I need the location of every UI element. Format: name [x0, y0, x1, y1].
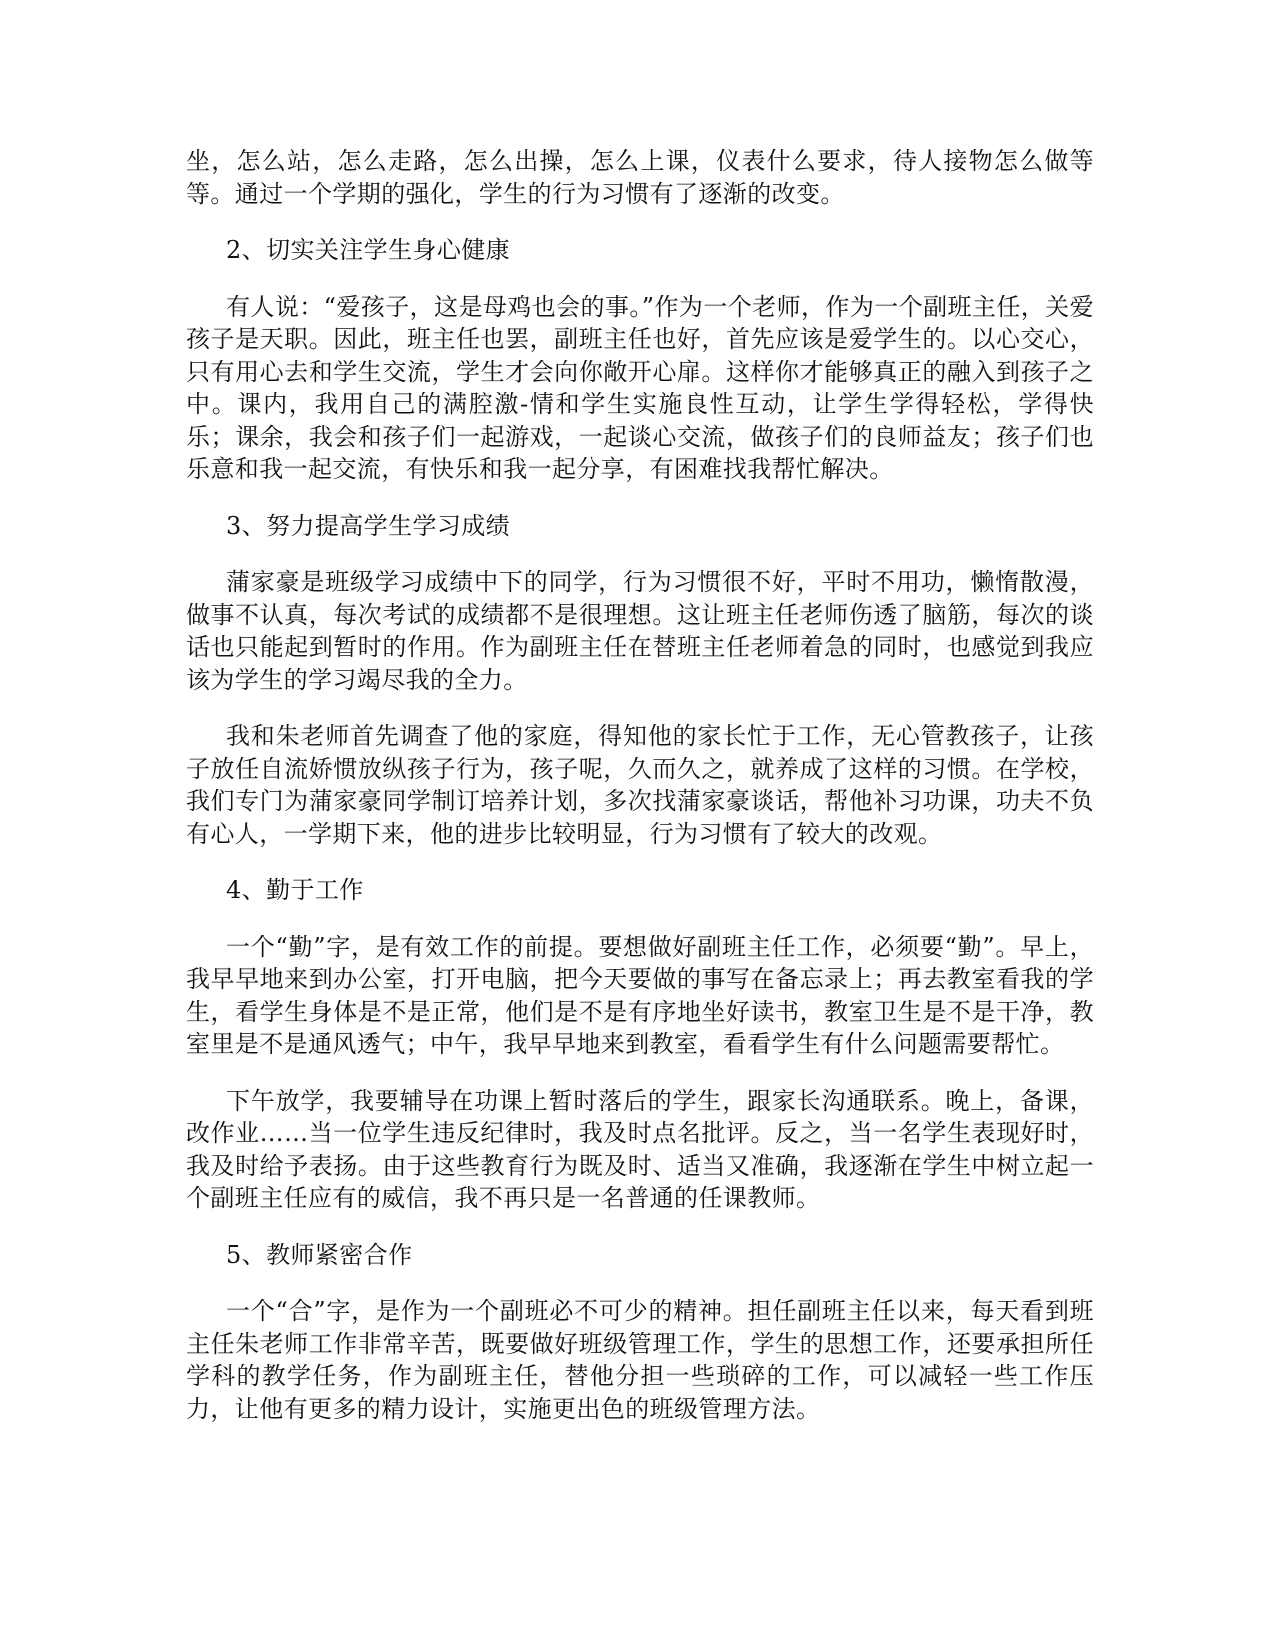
section-heading-3: 3、努力提高学生学习成绩 — [226, 511, 511, 540]
paragraph: 一个“合”字，是作为一个副班必不可少的精神。担任副班主任以来，每天看到班主任朱老师工作非常辛苦，既要做好班级管理工作，学生的思想工作，还要承担所任学科的教学任务，作为副班主任，替他分担一些琐碎的工作，可以减轻一些工作压力，让他有更多的精力设计，实施更出色的班级管理方法。 — [186, 1297, 1094, 1423]
document-body — [186, 145, 1094, 1449]
section-heading-2: 2、切实关注学生身心健康 — [226, 236, 511, 264]
paragraph: 下午放学，我要辅导在功课上暂时落后的学生，跟家长沟通联系。晚上，备课，改作业……当一位学生违反纪律时，我及时点名批评。反之，当一名学生表现好时，我及时给予表扬。由于这些教育行为既及时、适当又准确，我逐渐在学生中树立起一个副班主任应有的威信，我不再只是一名普通的任课教师。 — [186, 1086, 1094, 1212]
paragraph-continued: 坐，怎么站，怎么走路，怎么出操，怎么上课，仪表什么要求，待人接物怎么做等等。通过一个学期的强化，学生的行为习惯有了逐渐的改变。 — [186, 147, 1094, 208]
section-heading-4: 4、勤于工作 — [226, 876, 364, 904]
section-heading-5: 5、教师紧密合作 — [226, 1240, 413, 1269]
paragraph: 我和朱老师首先调查了他的家庭，得知他的家长忙于工作，无心管教孩子，让孩子放任自流娇惯放纵孩子行为，孩子呢，久而久之，就养成了这样的习惯。在学校，我们专门为蒲家豪同学制订培养计划，多次找蒲家豪谈话，帮他补习功课，功夫不负有心人，一学期下来，他的进步比较明显，行为习惯有了较大的改观。 — [186, 722, 1094, 848]
paragraph: 一个“勤”字，是有效工作的前提。要想做好副班主任工作，必须要“勤”。早上，我早早地来到办公室，打开电脑，把今天要做的事写在备忘录上；再去教室看我的学生，看学生身体是不是正常，他们是不是有序地坐好读书，教室卫生是不是干净，教室里是不是通风透气；中午，我早早地来到教室，看看学生有什么问题需要帮忙。 — [186, 932, 1094, 1058]
paragraph: 蒲家豪是班级学习成绩中下的同学，行为习惯很不好，平时不用功，懒惰散漫，做事不认真，每次考试的成绩都不是很理想。这让班主任老师伤透了脑筋，每次的谈话也只能起到暂时的作用。作为副班主任在替班主任老师着急的同时，也感觉到我应该为学生的学习竭尽我的全力。 — [186, 568, 1094, 694]
paragraph: 有人说：“爱孩子，这是母鸡也会的事。”作为一个老师，作为一个副班主任，关爱孩子是天职。因此，班主任也罢，副班主任也好，首先应该是爱学生的。以心交心，只有用心去和学生交流，学生才会向你敞开心扉。这样你才能够真正的融入到孩子之中。课内，我用自己的满腔激-情和学生实施良性互动，让学生学得轻松，学得快乐；课余，我会和孩子们一起游戏，一起谈心交流，做孩子们的良师益友；孩子们也乐意和我一起交流，有快乐和我一起分享，有困难找我帮忙解决。 — [186, 292, 1094, 483]
